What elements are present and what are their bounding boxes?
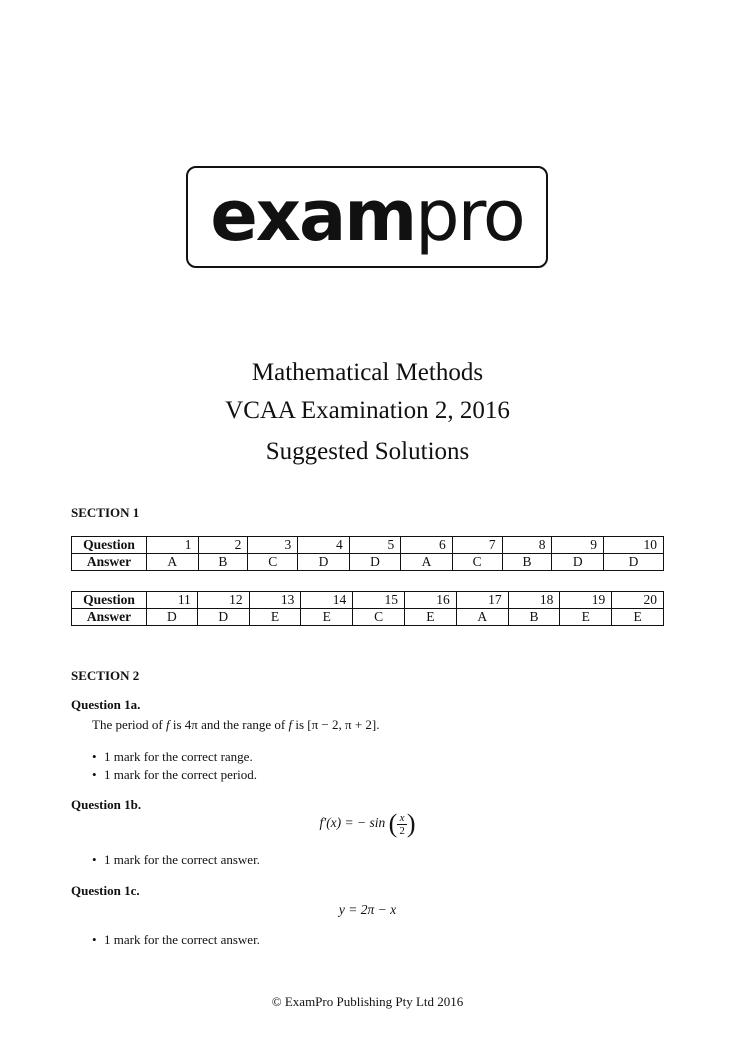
mark-bullet-text: 1 mark for the correct range. xyxy=(104,749,253,764)
question-number: 12 xyxy=(197,592,249,609)
title-solutions: Suggested Solutions xyxy=(265,438,470,465)
logo-text xyxy=(188,176,546,256)
answer-letter: C xyxy=(452,554,502,571)
answer-letter: D xyxy=(197,609,249,626)
question-number: 18 xyxy=(508,592,560,609)
question-number: 5 xyxy=(349,537,401,554)
answer-table-1 xyxy=(71,536,664,571)
equation-lhs: f′(x) = − sin xyxy=(319,815,386,831)
answer-letter: E xyxy=(301,609,353,626)
question-row-label: Question xyxy=(72,537,147,554)
question-row xyxy=(72,592,664,609)
section-1-heading: SECTION 1 xyxy=(71,505,140,520)
question-number: 15 xyxy=(353,592,405,609)
answer-table-2 xyxy=(71,591,664,626)
title-subject: Mathematical Methods xyxy=(251,359,484,386)
answer-row-label: Answer xyxy=(72,554,147,571)
answer-letter: D xyxy=(147,609,198,626)
answer-row-label: Answer xyxy=(72,609,147,626)
question-number: 6 xyxy=(401,537,453,554)
fraction-denominator: 2 xyxy=(399,824,405,837)
question-number: 14 xyxy=(301,592,353,609)
question-number: 10 xyxy=(603,537,663,554)
question-1b-equation: f′(x) = − sin ( $\frac{x}{2}$ ) xyxy=(319,809,416,838)
question-number: 13 xyxy=(249,592,301,609)
question-number: 19 xyxy=(560,592,612,609)
mark-bullet-text: 1 mark for the correct period. xyxy=(104,767,258,782)
answer-letter: A xyxy=(401,554,453,571)
answer-letter: C xyxy=(248,554,298,571)
question-number: 1 xyxy=(147,537,199,554)
logo-light-part: pro xyxy=(415,175,524,257)
section-2-heading: SECTION 2 xyxy=(71,668,140,683)
function-variable: f xyxy=(288,717,293,732)
answer-letter: E xyxy=(405,609,457,626)
question-number: 11 xyxy=(147,592,198,609)
answer-letter: A xyxy=(147,554,199,571)
mark-bullet: • 1 mark for the correct answer. xyxy=(92,932,260,947)
question-1c-equation xyxy=(0,902,735,918)
answer-letter: D xyxy=(552,554,604,571)
mark-bullet: • 1 mark for the correct answer. xyxy=(92,852,260,867)
copyright-footer: © ExamPro Publishing Pty Ltd 2016 xyxy=(271,994,464,1009)
answer-letter: D xyxy=(603,554,663,571)
question-number: 2 xyxy=(198,537,248,554)
answer-row xyxy=(72,554,664,571)
question-1b-heading: Question 1b. xyxy=(71,797,142,812)
question-number: 20 xyxy=(612,592,664,609)
fraction xyxy=(397,812,407,837)
text-segment: is [π − 2, π + 2]. xyxy=(292,717,380,732)
answer-letter: C xyxy=(353,609,405,626)
question-row xyxy=(72,537,664,554)
question-1c-heading: Question 1c. xyxy=(71,883,140,898)
mark-bullet-text: 1 mark for the correct answer. xyxy=(104,852,260,867)
equation: y = 2π − x xyxy=(338,902,397,917)
function-variable: f xyxy=(166,717,170,732)
answer-letter: D xyxy=(349,554,401,571)
question-number: 16 xyxy=(405,592,457,609)
mark-bullet-text: 1 mark for the correct answer. xyxy=(104,932,260,947)
logo-bold-part: exam xyxy=(210,175,416,257)
question-1a-answer-text xyxy=(92,717,379,733)
answer-letter: E xyxy=(560,609,612,626)
answer-letter: E xyxy=(612,609,664,626)
question-number: 3 xyxy=(248,537,298,554)
text-segment: is 4π and the range of xyxy=(169,717,289,732)
question-number: 17 xyxy=(456,592,508,609)
answer-letter: A xyxy=(456,609,508,626)
answer-letter: B xyxy=(198,554,248,571)
answer-letter: E xyxy=(249,609,301,626)
answer-letter: B xyxy=(508,609,560,626)
mark-bullet: • 1 mark for the correct range. xyxy=(92,749,253,764)
question-number: 4 xyxy=(298,537,350,554)
mark-bullet: • 1 mark for the correct period. xyxy=(92,767,258,782)
text-segment: The period of xyxy=(92,717,167,732)
answer-letter: B xyxy=(502,554,552,571)
question-row-label: Question xyxy=(72,592,147,609)
fraction-numerator: x xyxy=(397,812,407,825)
answer-letter: D xyxy=(298,554,350,571)
title-exam: VCAA Examination 2, 2016 xyxy=(225,397,510,424)
question-number: 9 xyxy=(552,537,604,554)
answer-row xyxy=(72,609,664,626)
exampro-logo xyxy=(186,166,548,268)
question-number: 7 xyxy=(452,537,502,554)
question-number: 8 xyxy=(502,537,552,554)
question-1a-heading: Question 1a. xyxy=(71,697,141,712)
